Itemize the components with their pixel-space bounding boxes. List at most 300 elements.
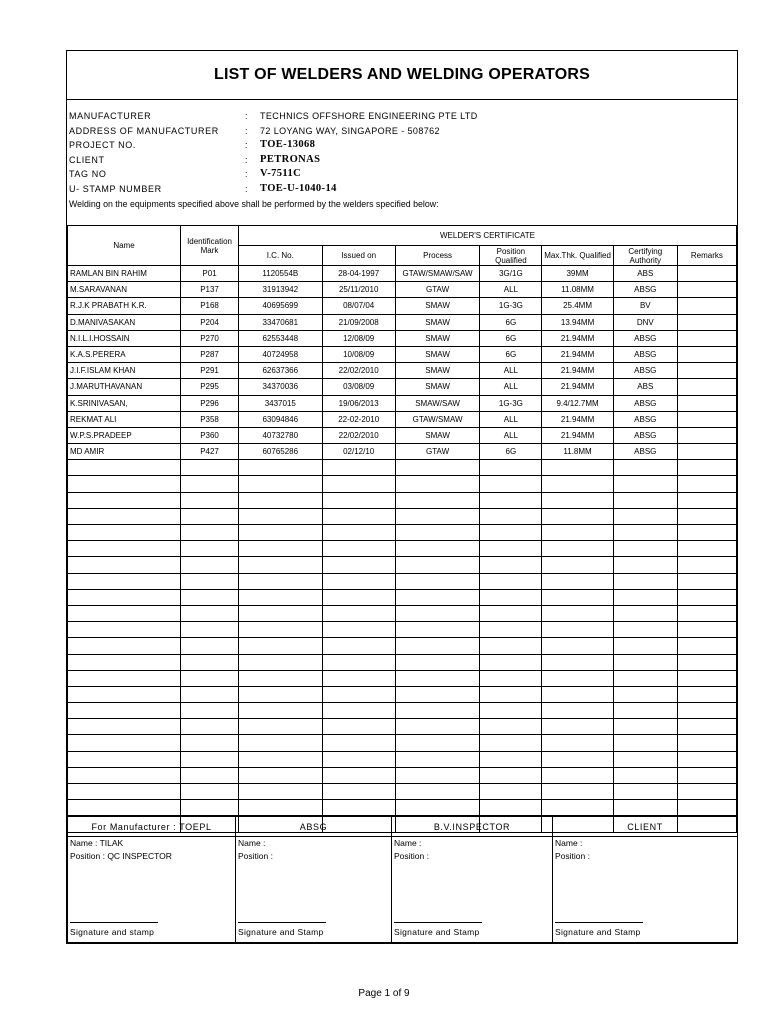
empty-cell xyxy=(239,460,322,476)
empty-cell xyxy=(677,670,736,686)
cell-position: ALL xyxy=(480,282,542,298)
empty-cell xyxy=(613,492,677,508)
sig-caption: Signature and Stamp xyxy=(394,927,480,937)
empty-cell xyxy=(239,767,322,783)
empty-cell xyxy=(395,638,480,654)
empty-cell xyxy=(480,703,542,719)
cell-max-thk: 21.94MM xyxy=(542,330,613,346)
sig-head-manufacturer: For Manufacturer : TOEPL xyxy=(68,817,236,837)
sig-name: Name : TILAK xyxy=(70,838,124,848)
empty-cell xyxy=(322,784,395,800)
cell-ic-no: 60765286 xyxy=(239,444,322,460)
table-row xyxy=(68,266,737,282)
cell-issued-on: 03/08/09 xyxy=(322,379,395,395)
col-header-issued: Issued on xyxy=(322,246,395,266)
col-header-name: Name xyxy=(68,226,181,266)
empty-row xyxy=(68,525,737,541)
empty-cell xyxy=(613,735,677,751)
empty-cell xyxy=(395,573,480,589)
empty-cell xyxy=(395,622,480,638)
empty-cell xyxy=(68,492,181,508)
empty-cell xyxy=(542,541,613,557)
empty-cell xyxy=(480,573,542,589)
empty-cell xyxy=(68,508,181,524)
empty-cell xyxy=(480,784,542,800)
empty-row xyxy=(68,622,737,638)
empty-cell xyxy=(68,767,181,783)
sig-caption: Signature and Stamp xyxy=(555,927,641,937)
empty-cell xyxy=(542,492,613,508)
empty-cell xyxy=(322,492,395,508)
empty-cell xyxy=(395,605,480,621)
cell-authority: DNV xyxy=(613,314,677,330)
empty-cell xyxy=(239,573,322,589)
empty-cell xyxy=(395,751,480,767)
empty-row xyxy=(68,767,737,783)
cell-process: SMAW xyxy=(395,330,480,346)
empty-cell xyxy=(542,767,613,783)
cell-ic-no: 40695699 xyxy=(239,298,322,314)
empty-cell xyxy=(395,800,480,816)
info-colon: : xyxy=(245,125,248,136)
empty-cell xyxy=(181,557,239,573)
cell-position: ALL xyxy=(480,427,542,443)
table-row xyxy=(68,411,737,427)
empty-cell xyxy=(239,638,322,654)
signature-line xyxy=(394,922,482,923)
cell-mark: P360 xyxy=(181,427,239,443)
table-row xyxy=(68,314,737,330)
empty-cell xyxy=(181,541,239,557)
table-row xyxy=(68,379,737,395)
info-label: TAG NO xyxy=(69,169,107,180)
signature-line xyxy=(555,922,643,923)
cell-issued-on: 12/08/09 xyxy=(322,330,395,346)
empty-cell xyxy=(480,686,542,702)
cell-position: ALL xyxy=(480,363,542,379)
col-header-maxthk: Max.Thk. Qualified xyxy=(542,246,613,266)
empty-cell xyxy=(395,589,480,605)
empty-cell xyxy=(239,703,322,719)
info-label: CLIENT xyxy=(69,154,105,165)
col-header-remarks: Remarks xyxy=(677,246,736,266)
empty-cell xyxy=(542,686,613,702)
empty-cell xyxy=(480,605,542,621)
document-sheet xyxy=(66,50,738,944)
empty-cell xyxy=(239,525,322,541)
info-row xyxy=(69,182,729,197)
info-row xyxy=(69,124,729,139)
empty-cell xyxy=(613,541,677,557)
empty-cell xyxy=(239,557,322,573)
cell-max-thk: 11.8MM xyxy=(542,444,613,460)
document-title: LIST OF WELDERS AND WELDING OPERATORS xyxy=(67,51,737,100)
empty-cell xyxy=(322,686,395,702)
table-row xyxy=(68,298,737,314)
empty-cell xyxy=(395,525,480,541)
empty-cell xyxy=(322,638,395,654)
cell-name: R.J.K PRABATH K.R. xyxy=(68,298,181,314)
empty-cell xyxy=(68,525,181,541)
empty-row xyxy=(68,800,737,816)
empty-cell xyxy=(613,589,677,605)
empty-cell xyxy=(542,622,613,638)
empty-cell xyxy=(181,735,239,751)
cell-authority: ABSG xyxy=(613,411,677,427)
empty-cell xyxy=(613,686,677,702)
cell-process: SMAW xyxy=(395,363,480,379)
info-colon: : xyxy=(245,111,248,121)
table-row xyxy=(68,346,737,362)
empty-cell xyxy=(68,719,181,735)
empty-cell xyxy=(68,605,181,621)
empty-row xyxy=(68,573,737,589)
cell-position: 6G xyxy=(480,330,542,346)
signature-block xyxy=(392,837,553,943)
cell-max-thk: 25.4MM xyxy=(542,298,613,314)
empty-row xyxy=(68,735,737,751)
cell-remarks xyxy=(677,444,736,460)
info-value: V-7511C xyxy=(260,168,302,180)
empty-cell xyxy=(613,525,677,541)
cell-position: 6G xyxy=(480,346,542,362)
empty-cell xyxy=(181,670,239,686)
cell-name: RAMLAN BIN RAHIM xyxy=(68,266,181,282)
empty-row xyxy=(68,784,737,800)
cell-issued-on: 19/06/2013 xyxy=(322,395,395,411)
cell-ic-no: 63094846 xyxy=(239,411,322,427)
empty-cell xyxy=(322,735,395,751)
empty-cell xyxy=(395,686,480,702)
empty-cell xyxy=(677,622,736,638)
cell-name: M.SARAVANAN xyxy=(68,282,181,298)
cell-authority: ABSG xyxy=(613,346,677,362)
empty-cell xyxy=(480,638,542,654)
empty-cell xyxy=(480,476,542,492)
empty-cell xyxy=(239,751,322,767)
empty-cell xyxy=(677,508,736,524)
empty-cell xyxy=(480,800,542,816)
empty-cell xyxy=(542,525,613,541)
cell-mark: P270 xyxy=(181,330,239,346)
empty-cell xyxy=(395,508,480,524)
cell-process: GTAW xyxy=(395,282,480,298)
empty-cell xyxy=(322,589,395,605)
signature-table xyxy=(67,816,738,943)
cell-mark: P287 xyxy=(181,346,239,362)
empty-cell xyxy=(68,589,181,605)
empty-cell xyxy=(542,573,613,589)
info-colon: : xyxy=(245,169,248,180)
col-header-authority: Certifying Authority xyxy=(613,246,677,266)
empty-cell xyxy=(322,508,395,524)
cell-mark: P168 xyxy=(181,298,239,314)
cell-name: J.MARUTHAVANAN xyxy=(68,379,181,395)
info-label: U- STAMP NUMBER xyxy=(69,183,162,194)
welding-note: Welding on the equipments specified above shall be performed by the welders specified below: xyxy=(69,198,439,209)
empty-cell xyxy=(542,735,613,751)
empty-cell xyxy=(613,703,677,719)
cell-issued-on: 08/07/04 xyxy=(322,298,395,314)
cell-position: 6G xyxy=(480,444,542,460)
info-value: 72 LOYANG WAY, SINGAPORE - 508762 xyxy=(260,125,440,136)
table-row xyxy=(68,444,737,460)
empty-cell xyxy=(480,719,542,735)
cell-process: GTAW/SMAW xyxy=(395,411,480,427)
empty-cell xyxy=(677,460,736,476)
cell-authority: ABSG xyxy=(613,282,677,298)
cell-name: K.SRINIVASAN, xyxy=(68,395,181,411)
empty-cell xyxy=(542,751,613,767)
empty-cell xyxy=(68,460,181,476)
empty-cell xyxy=(677,605,736,621)
signature-line xyxy=(70,922,158,923)
empty-row xyxy=(68,703,737,719)
empty-cell xyxy=(68,751,181,767)
col-header-certificate: WELDER'S CERTIFICATE xyxy=(239,226,737,246)
cell-remarks xyxy=(677,314,736,330)
empty-cell xyxy=(613,751,677,767)
empty-cell xyxy=(613,800,677,816)
info-value: PETRONAS xyxy=(260,153,321,165)
empty-cell xyxy=(239,541,322,557)
empty-cell xyxy=(542,605,613,621)
cell-mark: P01 xyxy=(181,266,239,282)
empty-cell xyxy=(322,719,395,735)
col-header-process: Process xyxy=(395,246,480,266)
empty-cell xyxy=(613,460,677,476)
empty-cell xyxy=(395,654,480,670)
cell-position: 6G xyxy=(480,314,542,330)
empty-cell xyxy=(239,654,322,670)
empty-row xyxy=(68,638,737,654)
empty-cell xyxy=(677,573,736,589)
cell-issued-on: 10/08/09 xyxy=(322,346,395,362)
sig-position: Position : xyxy=(238,851,273,861)
cell-max-thk: 21.94MM xyxy=(542,379,613,395)
cell-ic-no: 31913942 xyxy=(239,282,322,298)
empty-cell xyxy=(68,557,181,573)
table-row xyxy=(68,427,737,443)
empty-cell xyxy=(542,670,613,686)
welders-table xyxy=(67,225,737,833)
info-value: TECHNICS OFFSHORE ENGINEERING PTE LTD xyxy=(260,111,478,121)
cell-mark: P427 xyxy=(181,444,239,460)
empty-cell xyxy=(677,686,736,702)
signature-block xyxy=(68,837,236,943)
empty-row xyxy=(68,605,737,621)
cell-authority: ABSG xyxy=(613,363,677,379)
empty-cell xyxy=(395,703,480,719)
empty-row xyxy=(68,508,737,524)
empty-cell xyxy=(68,686,181,702)
empty-cell xyxy=(480,767,542,783)
empty-cell xyxy=(68,703,181,719)
signature-row xyxy=(68,837,738,943)
cell-position: 1G-3G xyxy=(480,395,542,411)
empty-cell xyxy=(239,784,322,800)
empty-cell xyxy=(181,686,239,702)
empty-cell xyxy=(68,670,181,686)
empty-cell xyxy=(677,476,736,492)
cell-issued-on: 22/02/2010 xyxy=(322,427,395,443)
empty-cell xyxy=(395,670,480,686)
cell-position: 3G/1G xyxy=(480,266,542,282)
table-row xyxy=(68,282,737,298)
empty-row xyxy=(68,541,737,557)
empty-cell xyxy=(677,751,736,767)
info-label: ADDRESS OF MANUFACTURER xyxy=(69,125,219,136)
cell-position: ALL xyxy=(480,379,542,395)
empty-cell xyxy=(613,557,677,573)
empty-cell xyxy=(68,573,181,589)
cell-name: W.P.S.PRADEEP xyxy=(68,427,181,443)
cell-issued-on: 02/12/10 xyxy=(322,444,395,460)
empty-cell xyxy=(677,541,736,557)
empty-cell xyxy=(613,654,677,670)
cell-ic-no: 40732780 xyxy=(239,427,322,443)
empty-cell xyxy=(480,670,542,686)
info-value: TOE-13068 xyxy=(260,139,316,151)
table-row xyxy=(68,395,737,411)
cell-process: SMAW/SAW xyxy=(395,395,480,411)
cell-max-thk: 39MM xyxy=(542,266,613,282)
empty-cell xyxy=(677,525,736,541)
cell-authority: ABSG xyxy=(613,330,677,346)
empty-cell xyxy=(395,557,480,573)
empty-cell xyxy=(677,492,736,508)
signature-block xyxy=(553,837,738,943)
empty-cell xyxy=(395,476,480,492)
cell-max-thk: 11.08MM xyxy=(542,282,613,298)
empty-cell xyxy=(395,541,480,557)
cell-process: SMAW xyxy=(395,427,480,443)
empty-cell xyxy=(239,686,322,702)
empty-cell xyxy=(322,605,395,621)
empty-cell xyxy=(239,670,322,686)
empty-cell xyxy=(322,476,395,492)
empty-row xyxy=(68,492,737,508)
empty-cell xyxy=(239,719,322,735)
info-colon: : xyxy=(245,140,248,151)
empty-cell xyxy=(613,476,677,492)
cell-ic-no: 62553448 xyxy=(239,330,322,346)
cell-max-thk: 21.94MM xyxy=(542,427,613,443)
empty-cell xyxy=(181,605,239,621)
cell-remarks xyxy=(677,266,736,282)
cell-authority: ABSG xyxy=(613,444,677,460)
empty-cell xyxy=(542,589,613,605)
empty-cell xyxy=(181,460,239,476)
cell-mark: P358 xyxy=(181,411,239,427)
info-colon: : xyxy=(245,183,248,194)
empty-cell xyxy=(68,735,181,751)
empty-cell xyxy=(239,492,322,508)
empty-cell xyxy=(395,460,480,476)
empty-cell xyxy=(181,622,239,638)
cell-position: ALL xyxy=(480,411,542,427)
empty-cell xyxy=(677,638,736,654)
sig-position: Position : xyxy=(555,851,590,861)
empty-cell xyxy=(542,508,613,524)
empty-cell xyxy=(480,557,542,573)
empty-cell xyxy=(613,508,677,524)
info-row xyxy=(69,109,729,124)
cell-remarks xyxy=(677,363,736,379)
empty-cell xyxy=(322,654,395,670)
cell-ic-no: 33470681 xyxy=(239,314,322,330)
cell-remarks xyxy=(677,346,736,362)
empty-cell xyxy=(677,589,736,605)
cell-issued-on: 25/11/2010 xyxy=(322,282,395,298)
cell-name: J.I.F.ISLAM KHAN xyxy=(68,363,181,379)
empty-cell xyxy=(322,767,395,783)
cell-position: 1G-3G xyxy=(480,298,542,314)
empty-cell xyxy=(181,492,239,508)
cell-max-thk: 9.4/12.7MM xyxy=(542,395,613,411)
sig-caption: Signature and stamp xyxy=(70,927,155,937)
empty-cell xyxy=(480,492,542,508)
info-label: MANUFACTURER xyxy=(69,111,152,121)
col-header-ic: I.C. No. xyxy=(239,246,322,266)
cell-max-thk: 21.94MM xyxy=(542,346,613,362)
cell-authority: ABS xyxy=(613,266,677,282)
cell-process: SMAW xyxy=(395,298,480,314)
cell-mark: P295 xyxy=(181,379,239,395)
empty-cell xyxy=(322,703,395,719)
cell-issued-on: 21/09/2008 xyxy=(322,314,395,330)
empty-row xyxy=(68,719,737,735)
empty-cell xyxy=(677,800,736,816)
sig-caption: Signature and Stamp xyxy=(238,927,324,937)
cell-authority: ABSG xyxy=(613,427,677,443)
empty-cell xyxy=(677,735,736,751)
empty-cell xyxy=(181,476,239,492)
empty-cell xyxy=(542,784,613,800)
sig-head-client: CLIENT xyxy=(553,817,738,837)
empty-cell xyxy=(480,735,542,751)
cell-process: SMAW xyxy=(395,346,480,362)
sig-name: Name : xyxy=(394,838,422,848)
empty-row xyxy=(68,751,737,767)
empty-cell xyxy=(181,589,239,605)
empty-cell xyxy=(480,525,542,541)
empty-cell xyxy=(181,508,239,524)
empty-cell xyxy=(322,622,395,638)
empty-cell xyxy=(613,638,677,654)
welders-table-body xyxy=(68,266,737,833)
empty-cell xyxy=(181,703,239,719)
empty-cell xyxy=(239,735,322,751)
empty-cell xyxy=(322,573,395,589)
empty-cell xyxy=(181,525,239,541)
empty-cell xyxy=(542,654,613,670)
empty-cell xyxy=(677,703,736,719)
empty-cell xyxy=(613,622,677,638)
empty-cell xyxy=(613,719,677,735)
empty-cell xyxy=(239,622,322,638)
cell-remarks xyxy=(677,298,736,314)
empty-cell xyxy=(322,670,395,686)
empty-cell xyxy=(480,541,542,557)
empty-cell xyxy=(181,800,239,816)
cell-ic-no: 3437015 xyxy=(239,395,322,411)
cell-process: GTAW xyxy=(395,444,480,460)
sig-head-absg: ABSG xyxy=(236,817,392,837)
cell-issued-on: 22-02-2010 xyxy=(322,411,395,427)
empty-cell xyxy=(181,638,239,654)
cell-name: K.A.S.PERERA xyxy=(68,346,181,362)
